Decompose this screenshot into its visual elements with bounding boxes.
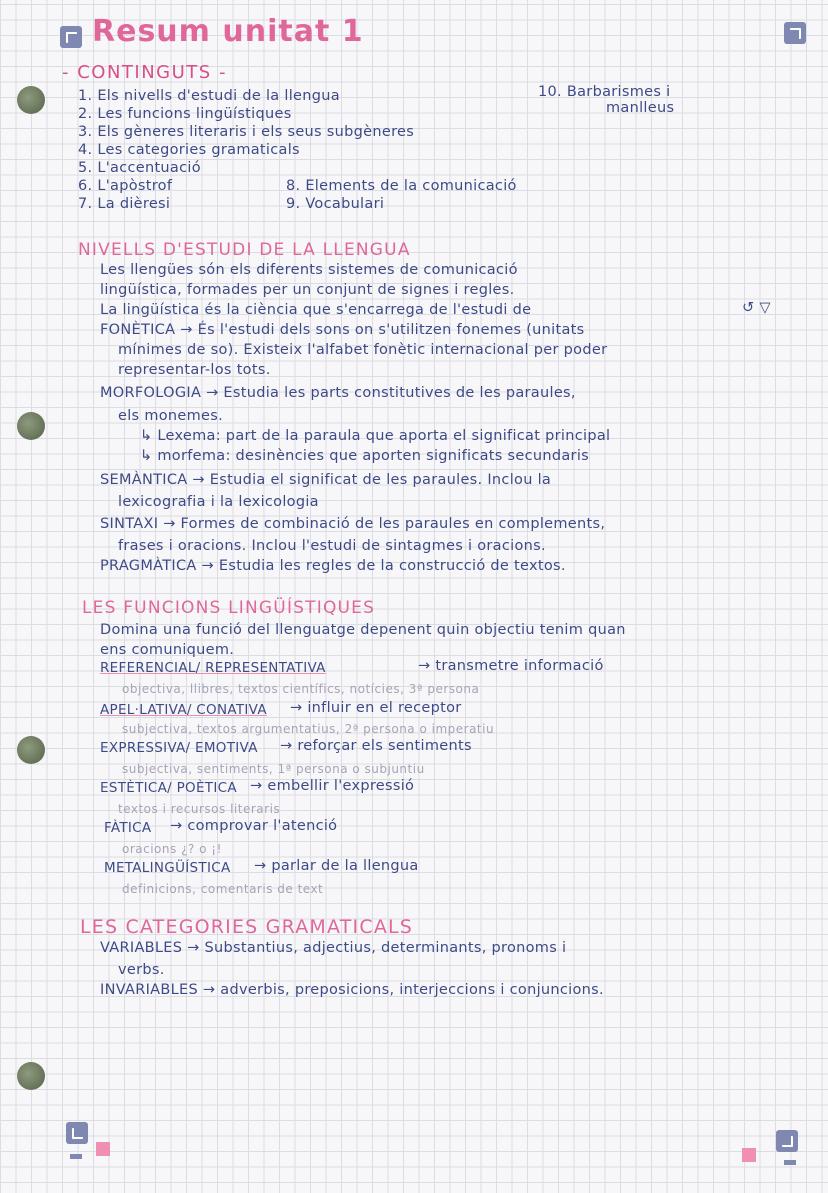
function-example: subjectiva, textos argumentatius, 2ª persona o imperatiu xyxy=(122,722,495,736)
contents-item: 6. L'apòstrof xyxy=(78,178,173,194)
section-heading: NIVELLS D'ESTUDI DE LA LLENGUA xyxy=(78,240,411,260)
section-heading: LES FUNCIONS LINGÜÍSTIQUES xyxy=(82,598,376,618)
binder-hole xyxy=(17,412,45,440)
note-line: lingüística, formades per un conjunt de signes i regles. xyxy=(100,282,515,298)
contents-item: 4. Les categories gramaticals xyxy=(78,142,300,158)
page-title: Resum unitat 1 xyxy=(92,14,364,49)
function-example: objectiva, llibres, textos científics, notícies, 3ª persona xyxy=(122,682,480,696)
contents-item: 9. Vocabulari xyxy=(286,196,385,212)
contents-item: 7. La dièresi xyxy=(78,196,171,212)
note-line: Les llengües són els diferents sistemes de comunicació xyxy=(100,262,518,278)
function-desc: → reforçar els sentiments xyxy=(280,738,472,754)
function-name: ESTÈTICA/ POÈTICA xyxy=(100,780,237,796)
function-example: oracions ¿? o ¡! xyxy=(122,842,222,856)
function-example: subjectiva, sentiments, 1ª persona o subjuntiu xyxy=(122,762,425,776)
note-line: verbs. xyxy=(118,962,165,978)
contents-heading: - CONTINGUTS - xyxy=(62,62,227,83)
corner-bracket-icon xyxy=(784,22,806,44)
note-line: SEMÀNTICA → Estudia el significat de les paraules. Inclou la xyxy=(100,472,552,488)
contents-item: 10. Barbarismes i xyxy=(538,84,671,100)
corner-bracket-icon xyxy=(60,26,82,48)
note-line: frases i oracions. Inclou l'estudi de sintagmes i oracions. xyxy=(118,538,546,554)
note-line: SINTAXI → Formes de combinació de les paraules en complements, xyxy=(100,516,606,532)
corner-bracket-icon xyxy=(776,1130,798,1152)
function-desc: → parlar de la llengua xyxy=(254,858,419,874)
function-desc: → influir en el receptor xyxy=(290,700,462,716)
function-name: EXPRESSIVA/ EMOTIVA xyxy=(100,740,258,756)
function-desc: → transmetre informació xyxy=(418,658,604,674)
note-line: MORFOLOGIA → Estudia les parts constitutives de les paraules, xyxy=(100,385,576,401)
note-line: Domina una funció del llenguatge depenent quin objectiu tenim quan xyxy=(100,622,626,638)
binder-hole xyxy=(17,736,45,764)
binder-hole xyxy=(17,86,45,114)
note-line: representar-los tots. xyxy=(118,362,271,378)
note-line: ↳ morfema: desinències que aporten significats secundaris xyxy=(140,448,589,464)
contents-item: manlleus xyxy=(606,100,675,116)
binder-hole xyxy=(17,1062,45,1090)
note-line: ens comuniquem. xyxy=(100,642,235,658)
note-line: ↳ Lexema: part de la paraula que aporta el significat principal xyxy=(140,428,611,444)
function-name: FÀTICA xyxy=(104,820,152,836)
corner-bracket-icon xyxy=(66,1122,88,1144)
contents-item: 1. Els nivells d'estudi de la llengua xyxy=(78,88,340,104)
note-line: VARIABLES → Substantius, adjectius, determinants, pronoms i xyxy=(100,940,567,956)
contents-item: 8. Elements de la comunicació xyxy=(286,178,517,194)
function-name: APEL·LATIVA/ CONATIVA xyxy=(100,702,267,718)
contents-item: 2. Les funcions lingüístiques xyxy=(78,106,292,122)
note-line: els monemes. xyxy=(118,408,224,424)
function-example: textos i recursos literaris xyxy=(118,802,281,816)
function-desc: → comprovar l'atenció xyxy=(170,818,338,834)
contents-item: 5. L'accentuació xyxy=(78,160,201,176)
arrow-note-icon: ↺ ▽ xyxy=(742,300,771,316)
function-name: REFERENCIAL/ REPRESENTATIVA xyxy=(100,660,326,676)
note-line: INVARIABLES → adverbis, preposicions, interjeccions i conjuncions. xyxy=(100,982,604,998)
function-name: METALINGÜÍSTICA xyxy=(104,860,231,876)
note-line: lexicografia i la lexicologia xyxy=(118,494,319,510)
section-heading: LES CATEGORIES GRAMATICALS xyxy=(80,916,414,938)
note-line: mínimes de so). Existeix l'alfabet fonètic internacional per poder xyxy=(118,342,608,358)
decorative-dash xyxy=(784,1160,796,1165)
note-line: FONÈTICA → És l'estudi dels sons on s'utilitzen fonemes (unitats xyxy=(100,322,585,338)
decorative-dash xyxy=(70,1154,82,1159)
function-example: definicions, comentaris de text xyxy=(122,882,324,896)
pink-square-icon xyxy=(96,1142,110,1156)
note-line: PRAGMÀTICA → Estudia les regles de la construcció de textos. xyxy=(100,558,566,574)
function-desc: → embellir l'expressió xyxy=(250,778,415,794)
pink-square-icon xyxy=(742,1148,756,1162)
note-line: La lingüística és la ciència que s'encarrega de l'estudi de xyxy=(100,302,532,318)
contents-item: 3. Els gèneres literaris i els seus subgèneres xyxy=(78,124,415,140)
